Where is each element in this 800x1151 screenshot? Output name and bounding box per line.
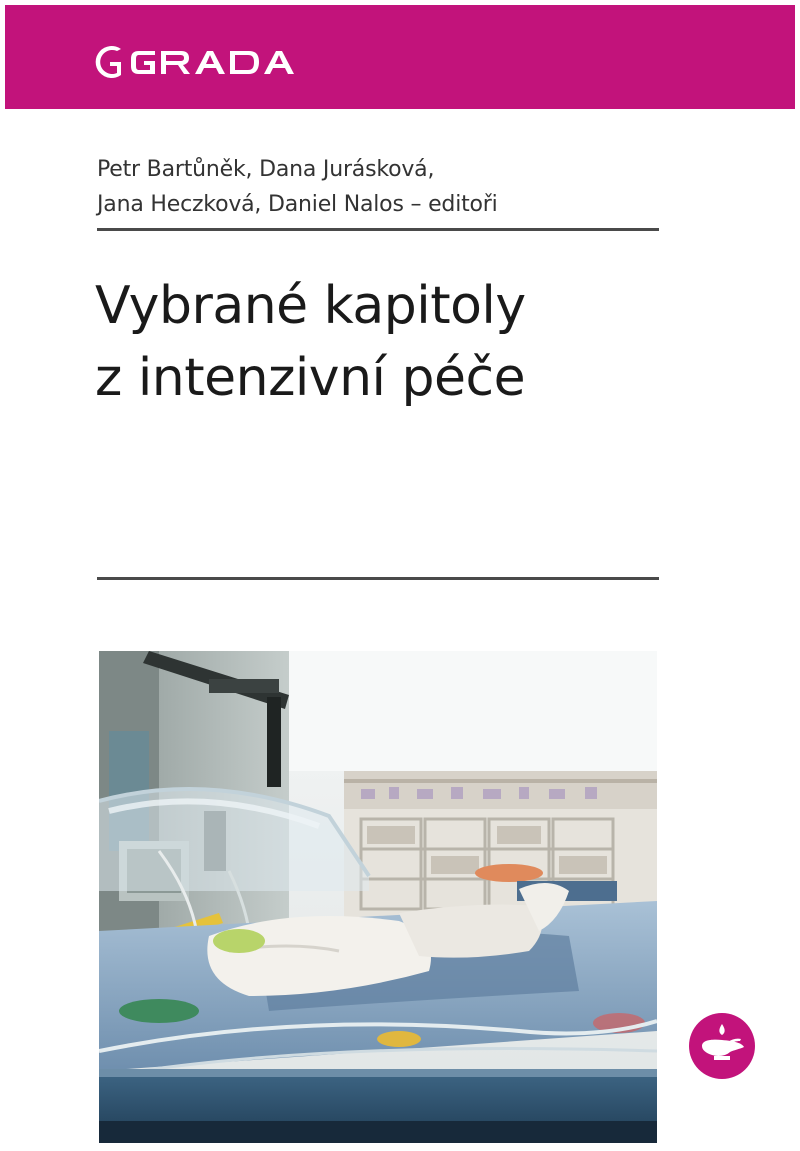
authors-line-1: Petr Bartůněk, Dana Jurásková, <box>97 157 435 182</box>
title-line-2: z intenzivní péče <box>95 348 526 408</box>
grada-logo-lettering <box>131 51 294 74</box>
divider-top <box>97 228 659 231</box>
divider-bottom <box>97 577 659 580</box>
authors-editors <box>97 152 667 222</box>
cover-photo-incubator <box>99 651 657 1143</box>
book-title <box>95 270 715 414</box>
title-line-1: Vybrané kapitoly <box>95 276 526 336</box>
authors-line-2: Jana Heczková, Daniel Nalos – editoři <box>97 192 498 217</box>
grada-logo <box>95 42 340 82</box>
oil-lamp-icon <box>688 1012 756 1080</box>
grada-logo-mark <box>96 46 121 78</box>
